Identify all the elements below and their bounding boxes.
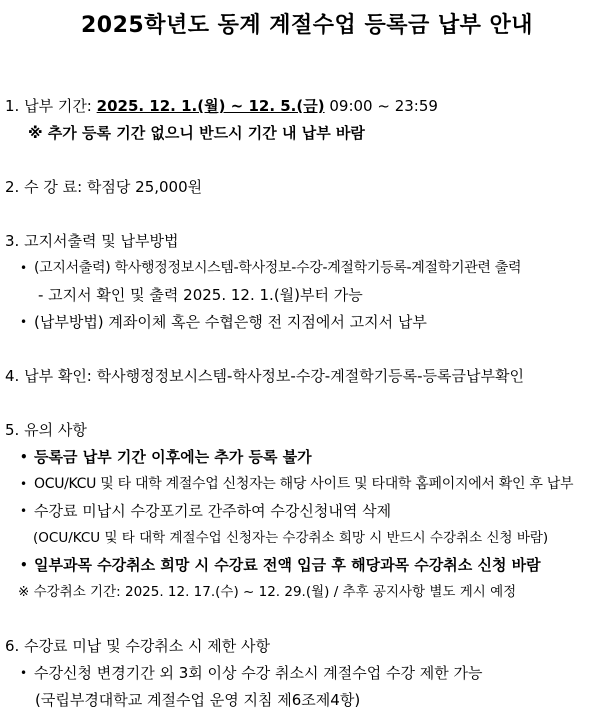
bullet-icon: • [20,261,28,275]
payment-period-label: 1. 납부 기간: [5,97,97,115]
section-cautions [5,417,614,606]
caution-ocu-kcu [5,471,614,498]
bill-print-item-sub: - 고지서 확인 및 출력 2025. 12. 1.(월)부터 가능 [38,286,363,304]
section-payment-check [5,363,614,390]
bullet-icon: • [20,504,28,518]
restrictions-heading: 6. 수강료 미납 및 수강취소 시 제한 사항 [5,637,271,655]
payment-period-line [5,93,614,120]
section-restrictions [5,633,614,714]
bill-print-item-text: (고지서출력) 학사행정정보시스템-학사정보-수강-계절학기등록-계절학기관련 출력 [34,260,522,276]
restriction-item-text: 수강신청 변경기간 외 3회 이상 수강 취소시 계절수업 수강 제한 가능 [34,664,483,682]
caution-no-extra-registration-text: 등록금 납부 기간 이후에는 추가 등록 불가 [34,448,312,466]
caution-partial-cancel-text: 일부과목 수강취소 희망 시 수강료 전액 입금 후 해당과목 수강취소 신청 바람 [34,556,541,574]
section-bill-print [5,228,614,336]
restriction-item-sub: (국립부경대학교 계절수업 운영 지침 제6조제4항) [35,691,361,709]
payment-method-item-text: (납부방법) 계좌이체 혹은 수협은행 전 지점에서 고지서 납부 [34,313,427,331]
bullet-icon: • [20,477,28,491]
bullet-icon: • [20,558,28,572]
bullet-icon: • [20,666,28,680]
bill-print-heading: 3. 고지서출력 및 납부방법 [5,232,179,250]
caution-unpaid-deletion-sub: (OCU/KCU 및 타 대학 계절수업 신청자는 수강취소 희망 시 반드시 수강취소 신청 바람) [33,530,549,546]
document-title: 2025학년도 동계 계절수업 등록금 납부 안내 [80,13,534,38]
cancel-period-note: ※ 수강취소 기간: 2025. 12. 17.(수) ~ 12. 29.(월) / 추후 공지사항 별도 게시 예정 [18,584,517,600]
payment-period-note: ※ 추가 등록 기간 없으니 반드시 기간 내 납부 바람 [28,124,365,142]
tuition-fee-line: 2. 수 강 료: 학점당 25,000원 [5,178,203,196]
payment-method-item [5,309,614,336]
restriction-item [5,660,614,687]
caution-unpaid-deletion [5,498,614,525]
bullet-icon: • [20,315,28,329]
bullet-icon: • [20,450,28,464]
bill-print-item [5,255,614,282]
payment-period-dates: 2025. 12. 1.(월) ~ 12. 5.(금) [96,97,325,115]
section-tuition-fee [5,174,614,201]
caution-partial-cancel [5,552,614,579]
section-payment-period [5,93,614,147]
caution-ocu-kcu-text: OCU/KCU 및 타 대학 계절수업 신청자는 해당 사이트 및 타대학 홈페이지에서 확인 후 납부 [34,476,574,492]
caution-unpaid-deletion-text: 수강료 미납시 수강포기로 간주하여 수강신청내역 삭제 [34,502,392,520]
caution-no-extra-registration [5,444,614,471]
cautions-heading: 5. 유의 사항 [5,421,87,439]
payment-period-time: 09:00 ~ 23:59 [324,97,438,115]
payment-check-line: 4. 납부 확인: 학사행정정보시스템-학사정보-수강-계절학기등록-등록금납부확인 [5,367,525,385]
